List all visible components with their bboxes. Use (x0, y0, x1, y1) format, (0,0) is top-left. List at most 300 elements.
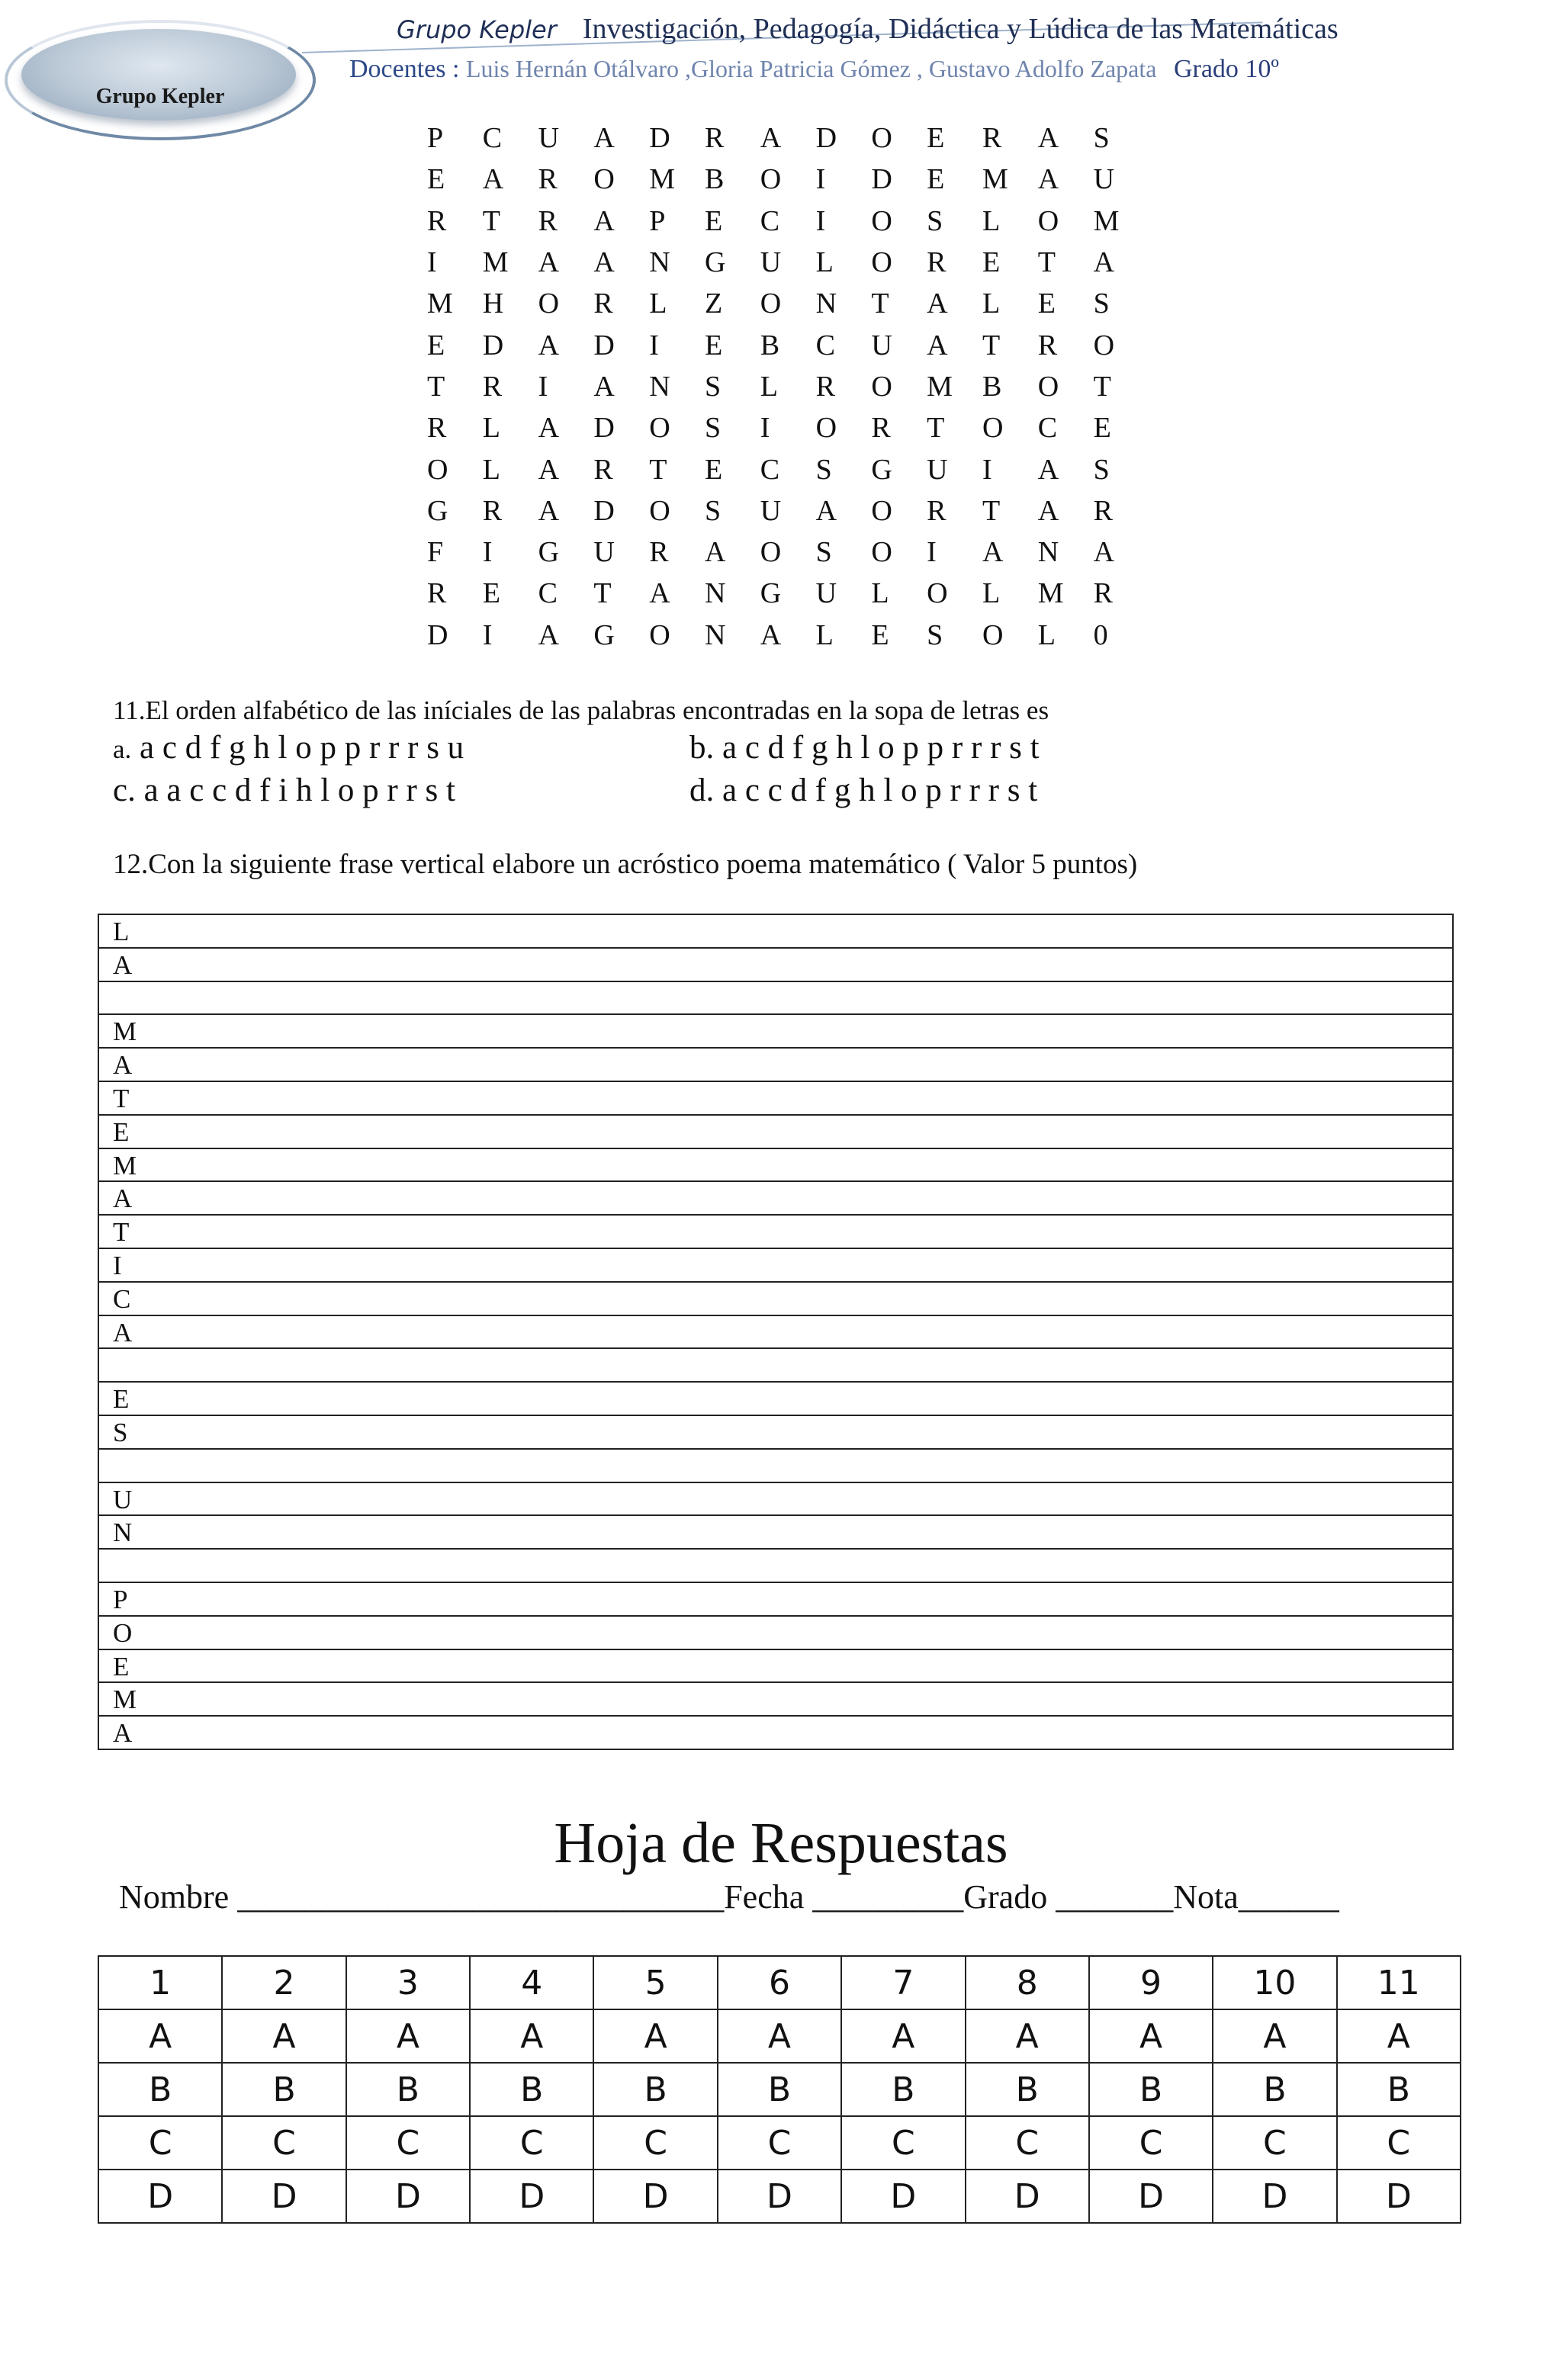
acrostic-row[interactable] (99, 1383, 1452, 1416)
word-search-letter: A (593, 122, 615, 155)
word-search-letter: B (982, 370, 1002, 403)
word-search-letter: N (704, 577, 726, 610)
word-search-letter: F (427, 536, 444, 569)
answer-choice-cell[interactable]: D (346, 2170, 470, 2223)
answer-choice-cell[interactable]: B (966, 2063, 1089, 2116)
acrostic-letter: S (113, 1417, 128, 1447)
acrostic-letter: L (113, 917, 130, 946)
word-search-letter: T (927, 412, 945, 445)
word-search-letter: S (704, 370, 722, 403)
word-search-letter: O (871, 370, 892, 403)
word-search-letter: R (427, 577, 447, 610)
word-search-letter: D (649, 122, 670, 155)
word-search-letter: T (982, 329, 1001, 361)
answer-choice-cell[interactable]: B (1089, 2063, 1213, 2116)
word-search-letter: U (593, 536, 615, 569)
word-search-letter: S (1093, 453, 1110, 486)
answer-choice-cell[interactable]: C (470, 2116, 593, 2170)
word-search-letter: I (538, 370, 548, 403)
answer-choice-cell[interactable]: D (1337, 2170, 1461, 2223)
word-search-letter: T (427, 370, 445, 403)
word-search-letter: U (538, 122, 560, 155)
word-search-letter: G (704, 246, 726, 279)
answer-choice-cell[interactable]: B (593, 2063, 717, 2116)
grade-label: Grado 10º (1173, 55, 1279, 83)
word-search-row (427, 366, 1149, 407)
word-search-letter: L (1037, 618, 1056, 651)
word-search-letter: P (427, 122, 444, 155)
acrostic-letter: U (113, 1484, 133, 1514)
word-search-letter: U (871, 329, 892, 361)
word-search-letter: O (427, 453, 448, 486)
answer-choice-cell[interactable]: C (222, 2116, 346, 2170)
word-search-row (427, 117, 1149, 159)
acrostic-row[interactable] (99, 1316, 1452, 1350)
word-search-letter: L (815, 618, 834, 651)
word-search-letter: C (815, 329, 835, 361)
word-search-letter: A (482, 163, 504, 196)
word-search-letter: D (593, 494, 615, 527)
acrostic-letter: O (113, 1617, 133, 1648)
word-search-letter: I (649, 329, 659, 361)
acrostic-row[interactable] (99, 1416, 1452, 1450)
question-number: 11 (1337, 1956, 1461, 2009)
word-search-letter: G (871, 453, 892, 486)
answer-choice-cell[interactable]: D (222, 2170, 346, 2223)
word-search-letter: A (815, 494, 837, 527)
word-search-letter: M (427, 287, 453, 320)
option-c-text: a a c c d f i h l o p r r s t (135, 772, 455, 808)
word-search-letter: R (927, 494, 947, 527)
acrostic-row[interactable] (99, 1015, 1452, 1049)
acrostic-letter: A (113, 1050, 133, 1081)
word-search-letter: R (427, 204, 447, 237)
word-search-letter: O (927, 577, 948, 610)
word-search-letter: C (760, 204, 780, 237)
option-c-label: c. (113, 772, 136, 808)
word-search-letter: R (1037, 329, 1058, 361)
word-search-letter: U (927, 453, 948, 486)
answer-choice-cell[interactable]: C (346, 2116, 470, 2170)
word-search-letter: A (1093, 246, 1115, 279)
acrostic-row[interactable] (99, 1349, 1452, 1383)
word-search-letter: I (815, 204, 826, 237)
word-search-letter: L (815, 246, 834, 279)
word-search-letter: O (982, 618, 1004, 651)
word-search-letter: L (649, 287, 667, 320)
word-search-letter: A (593, 246, 615, 279)
word-search-letter: L (871, 577, 889, 610)
answer-choice-cell[interactable]: B (1213, 2063, 1336, 2116)
word-search-letter: U (1093, 163, 1115, 196)
word-search-letter: R (649, 536, 669, 569)
acrostic-letter: M (113, 1150, 137, 1180)
acrostic-row[interactable] (99, 915, 1452, 949)
answer-choice-cell[interactable]: D (98, 2170, 222, 2223)
answer-choice-row (98, 2009, 1461, 2063)
word-search-letter: E (927, 163, 945, 196)
word-search-letter: N (1037, 536, 1059, 569)
word-search-letter: O (649, 412, 670, 445)
word-search-letter: A (538, 494, 560, 527)
answer-choice-cell[interactable]: C (1337, 2116, 1461, 2170)
word-search-letter: A (982, 536, 1004, 569)
word-search-letter: O (649, 494, 670, 527)
word-search-row (427, 159, 1149, 200)
word-search-letter: U (815, 577, 837, 610)
acrostic-letter: I (113, 1250, 122, 1280)
word-search-letter: O (760, 163, 782, 196)
word-search-letter: I (982, 453, 992, 486)
word-search-letter: I (927, 536, 937, 569)
word-search-letter: M (1037, 577, 1064, 610)
word-search-letter: R (593, 287, 613, 320)
word-search-letter: E (427, 329, 445, 361)
acrostic-letter: A (113, 1718, 133, 1749)
answer-choice-cell[interactable]: C (718, 2116, 841, 2170)
word-search-letter: M (482, 246, 509, 279)
answer-choice-cell[interactable]: A (1337, 2009, 1461, 2063)
word-search-letter: R (982, 122, 1002, 155)
answer-choice-cell[interactable]: A (222, 2009, 346, 2063)
word-search-row (427, 324, 1149, 365)
word-search-letter: E (704, 204, 723, 237)
word-search-letter: S (927, 618, 943, 651)
header-teachers-line (349, 55, 1279, 84)
answer-choice-cell[interactable]: B (470, 2063, 593, 2116)
question-number: 9 (1089, 1956, 1213, 2009)
fecha-field[interactable]: _________ (812, 1878, 964, 1916)
word-search-letter: T (982, 494, 1001, 527)
word-search-letter: D (593, 412, 615, 445)
word-search-letter: S (1093, 287, 1110, 320)
option-d-text: a c c d f g h l o p r r r s t (714, 772, 1038, 808)
acrostic-row[interactable] (99, 1049, 1452, 1082)
word-search-letter: O (871, 204, 892, 237)
answer-choice-cell[interactable]: A (1213, 2009, 1336, 2063)
word-search-letter: A (1037, 453, 1059, 486)
answer-choice-cell[interactable]: A (98, 2009, 222, 2063)
logo-text: Grupo Kepler (95, 85, 225, 108)
word-search-letter: I (760, 412, 770, 445)
acrostic-letter: A (113, 949, 133, 980)
header-title-line (397, 12, 1339, 46)
header-title: Investigación, Pedagogía, Didáctica y Lúdica de las Matemáticas (582, 13, 1339, 45)
answer-sheet-title: Hoja de Respuestas (554, 1811, 1008, 1875)
word-search-letter: C (1037, 412, 1058, 445)
acrostic-letter: P (113, 1584, 128, 1614)
fecha-label: Fecha (724, 1878, 805, 1916)
word-search-letter: D (815, 122, 837, 155)
answer-choice-cell[interactable]: A (841, 2009, 965, 2063)
word-search-grid (427, 117, 1149, 656)
question-number: 2 (222, 1956, 346, 2009)
word-search-letter: E (1037, 287, 1056, 320)
question-11: 11.El orden alfabético de las iníciales de las palabras encontradas en la sopa de letras es (113, 695, 1049, 725)
word-search-letter: L (982, 287, 1001, 320)
word-search-letter: R (927, 246, 947, 279)
word-search-letter: R (538, 163, 558, 196)
acrostic-row[interactable] (99, 1216, 1452, 1249)
grado-label: Grado (963, 1878, 1048, 1916)
nombre-field[interactable]: _____________________________ (237, 1878, 725, 1916)
acrostic-row[interactable] (99, 1483, 1452, 1517)
word-search-letter: M (982, 163, 1008, 196)
word-search-letter: A (760, 122, 782, 155)
acrostic-row[interactable] (99, 1717, 1452, 1750)
acrostic-row[interactable] (99, 1149, 1452, 1183)
answer-choice-cell[interactable]: A (1089, 2009, 1213, 2063)
answer-choice-cell[interactable]: C (1089, 2116, 1213, 2170)
answer-choice-cell[interactable]: C (1213, 2116, 1336, 2170)
acrostic-row[interactable] (99, 1516, 1452, 1550)
word-search-letter: S (815, 536, 832, 569)
word-search-letter: O (1037, 370, 1059, 403)
word-search-letter: S (815, 453, 832, 486)
acrostic-row[interactable] (99, 1116, 1452, 1149)
word-search-letter: A (1037, 163, 1059, 196)
answer-choice-cell[interactable]: A (470, 2009, 593, 2063)
answer-choice-cell[interactable]: C (841, 2116, 965, 2170)
answer-choice-cell[interactable]: D (966, 2170, 1089, 2223)
group-script-name: Grupo Kepler (397, 15, 557, 44)
word-search-letter: U (760, 494, 782, 527)
word-search-letter: R (704, 122, 725, 155)
acrostic-letter: T (113, 1083, 130, 1113)
answer-choice-cell[interactable]: D (1213, 2170, 1336, 2223)
word-search-letter: Z (704, 287, 723, 320)
option-b-text: a c d f g h l o p p r r r s t (714, 730, 1040, 766)
word-search-letter: L (482, 453, 501, 486)
word-search-letter: R (1093, 494, 1113, 527)
nota-field[interactable]: ______ (1238, 1878, 1339, 1916)
word-search-letter: A (593, 370, 615, 403)
word-search-letter: D (593, 329, 615, 361)
word-search-letter: O (871, 122, 892, 155)
question-number: 8 (966, 1956, 1089, 2009)
question-number: 4 (470, 1956, 593, 2009)
acrostic-letter: C (113, 1283, 131, 1314)
word-search-letter: O (760, 536, 782, 569)
option-a-text: a c d f g h l o p p r r r s u (131, 730, 464, 766)
word-search-letter: M (927, 370, 953, 403)
question-number: 3 (346, 1956, 470, 2009)
word-search-letter: O (649, 618, 670, 651)
option-a (113, 729, 464, 766)
word-search-letter: O (1037, 204, 1059, 237)
word-search-letter: E (871, 618, 889, 651)
word-search-letter: L (760, 370, 778, 403)
acrostic-letter: A (113, 1317, 133, 1347)
word-search-letter: G (427, 494, 448, 527)
question-number: 10 (1213, 1956, 1336, 2009)
answer-choice-row (98, 2116, 1461, 2170)
option-d (689, 772, 1037, 809)
acrostic-row[interactable] (99, 949, 1452, 982)
acrostic-row[interactable] (99, 1249, 1452, 1283)
word-search-letter: S (704, 412, 722, 445)
acrostic-row[interactable] (99, 1182, 1452, 1216)
word-search-letter: T (482, 204, 501, 237)
word-search-letter: L (982, 204, 1001, 237)
word-search-letter: A (1037, 122, 1059, 155)
word-search-letter: A (649, 577, 670, 610)
word-search-letter: A (760, 618, 782, 651)
word-search-letter: T (1093, 370, 1111, 403)
word-search-letter: I (815, 163, 826, 196)
acrostic-letter: M (113, 1685, 137, 1715)
word-search-letter: O (538, 287, 560, 320)
word-search-letter: O (871, 246, 892, 279)
acrostic-row[interactable] (99, 1583, 1452, 1617)
word-search-letter: B (760, 329, 780, 361)
word-search-letter: A (538, 453, 560, 486)
acrostic-letter: E (113, 1651, 130, 1681)
option-c (113, 772, 455, 809)
word-search-letter: S (704, 494, 722, 527)
word-search-letter: L (482, 412, 501, 445)
word-search-letter: E (427, 163, 445, 196)
word-search-letter: A (593, 204, 615, 237)
word-search-letter: R (871, 412, 891, 445)
word-search-letter: R (815, 370, 835, 403)
word-search-letter: N (704, 618, 726, 651)
word-search-letter: G (538, 536, 560, 569)
word-search-letter: O (815, 412, 837, 445)
word-search-letter: A (704, 536, 726, 569)
answer-choice-cell[interactable]: D (841, 2170, 965, 2223)
word-search-letter: A (1093, 536, 1115, 569)
word-search-letter: C (482, 122, 503, 155)
answer-choice-cell[interactable]: D (470, 2170, 593, 2223)
word-search-letter: U (760, 246, 782, 279)
answer-choice-cell[interactable]: A (593, 2009, 717, 2063)
acrostic-letter: N (113, 1518, 133, 1548)
option-d-label: d. (689, 772, 715, 808)
word-search-letter: O (760, 287, 782, 320)
word-search-letter: A (927, 329, 948, 361)
word-search-letter: P (649, 204, 666, 237)
answer-choice-cell[interactable]: D (593, 2170, 717, 2223)
word-search-letter: L (982, 577, 1001, 610)
option-a-label: a. (113, 734, 132, 764)
acrostic-row[interactable] (99, 982, 1452, 1016)
answer-choice-cell[interactable]: A (718, 2009, 841, 2063)
answer-choice-cell[interactable]: A (966, 2009, 1089, 2063)
acrostic-row[interactable] (99, 1650, 1452, 1684)
answer-choice-row (98, 2170, 1461, 2223)
word-search-letter: C (760, 453, 780, 486)
word-search-letter: A (927, 287, 948, 320)
word-search-row (427, 448, 1149, 490)
docentes-label: Docentes : (349, 55, 460, 83)
question-number: 1 (98, 1956, 222, 2009)
word-search-letter: S (927, 204, 943, 237)
word-search-letter: R (427, 412, 447, 445)
word-search-letter: B (704, 163, 725, 196)
answer-choice-cell[interactable]: D (1089, 2170, 1213, 2223)
word-search-letter: T (593, 577, 612, 610)
word-search-letter: A (538, 618, 560, 651)
acrostic-row[interactable] (99, 1082, 1452, 1116)
word-search-letter: R (538, 204, 558, 237)
word-search-letter: G (593, 618, 615, 651)
grado-field[interactable]: _______ (1056, 1878, 1174, 1916)
option-b (689, 729, 1040, 766)
word-search-letter: O (593, 163, 615, 196)
answer-choice-cell[interactable]: C (98, 2116, 222, 2170)
word-search-letter: I (482, 618, 493, 651)
acrostic-row[interactable] (99, 1683, 1452, 1717)
word-search-letter: A (538, 412, 560, 445)
acrostic-row[interactable] (99, 1450, 1452, 1483)
word-search-letter: E (1093, 412, 1111, 445)
word-search-letter: M (1093, 204, 1120, 237)
word-search-letter: R (482, 370, 503, 403)
word-search-letter: S (1093, 122, 1110, 155)
word-search-row (427, 532, 1149, 573)
answer-choice-cell[interactable]: C (593, 2116, 717, 2170)
nombre-label: Nombre (119, 1878, 230, 1916)
word-search-letter: E (704, 453, 723, 486)
option-b-label: b. (689, 730, 715, 766)
answer-choice-cell[interactable]: A (346, 2009, 470, 2063)
acrostic-letter: E (113, 1384, 130, 1415)
teacher-names: Luis Hernán Otálvaro ,Gloria Patricia Gómez , Gustavo Adolfo Zapata (465, 55, 1157, 82)
word-search-letter: T (871, 287, 889, 320)
question-number: 7 (841, 1956, 965, 2009)
word-search-row (427, 283, 1149, 324)
word-search-letter: R (593, 453, 613, 486)
word-search-letter: G (760, 577, 782, 610)
answer-choice-cell[interactable]: B (346, 2063, 470, 2116)
answer-choice-cell[interactable]: B (98, 2063, 222, 2116)
question-12: 12.Con la siguiente frase vertical elabore un acróstico poema matemático ( Valor 5 puntos) (113, 849, 1138, 880)
word-search-letter: N (815, 287, 837, 320)
word-search-row (427, 201, 1149, 242)
word-search-letter: A (538, 246, 560, 279)
acrostic-row[interactable] (99, 1550, 1452, 1583)
word-search-row (427, 490, 1149, 532)
word-search-letter: D (871, 163, 892, 196)
answer-choice-cell[interactable]: B (718, 2063, 841, 2116)
word-search-letter: C (538, 577, 558, 610)
word-search-letter: A (538, 329, 560, 361)
question-number: 6 (718, 1956, 841, 2009)
word-search-letter: T (1037, 246, 1056, 279)
answer-choice-cell[interactable]: B (841, 2063, 965, 2116)
acrostic-letter: A (113, 1184, 133, 1214)
word-search-letter: T (649, 453, 667, 486)
acrostic-table (98, 914, 1454, 1750)
answer-choice-cell[interactable]: B (1337, 2063, 1461, 2116)
word-search-row (427, 573, 1149, 614)
answer-choice-cell[interactable]: B (222, 2063, 346, 2116)
answer-choice-cell[interactable]: C (966, 2116, 1089, 2170)
acrostic-row[interactable] (99, 1283, 1452, 1316)
acrostic-letter: T (113, 1217, 130, 1248)
word-search-row (427, 242, 1149, 283)
answer-choice-cell[interactable]: D (718, 2170, 841, 2223)
word-search-letter: A (1037, 494, 1059, 527)
acrostic-row[interactable] (99, 1617, 1452, 1650)
answer-grid-header-row (98, 1956, 1461, 2009)
word-search-letter: D (482, 329, 504, 361)
word-search-letter: N (649, 370, 670, 403)
word-search-letter: M (649, 163, 675, 196)
word-search-letter: H (482, 287, 504, 320)
word-search-row (427, 407, 1149, 448)
